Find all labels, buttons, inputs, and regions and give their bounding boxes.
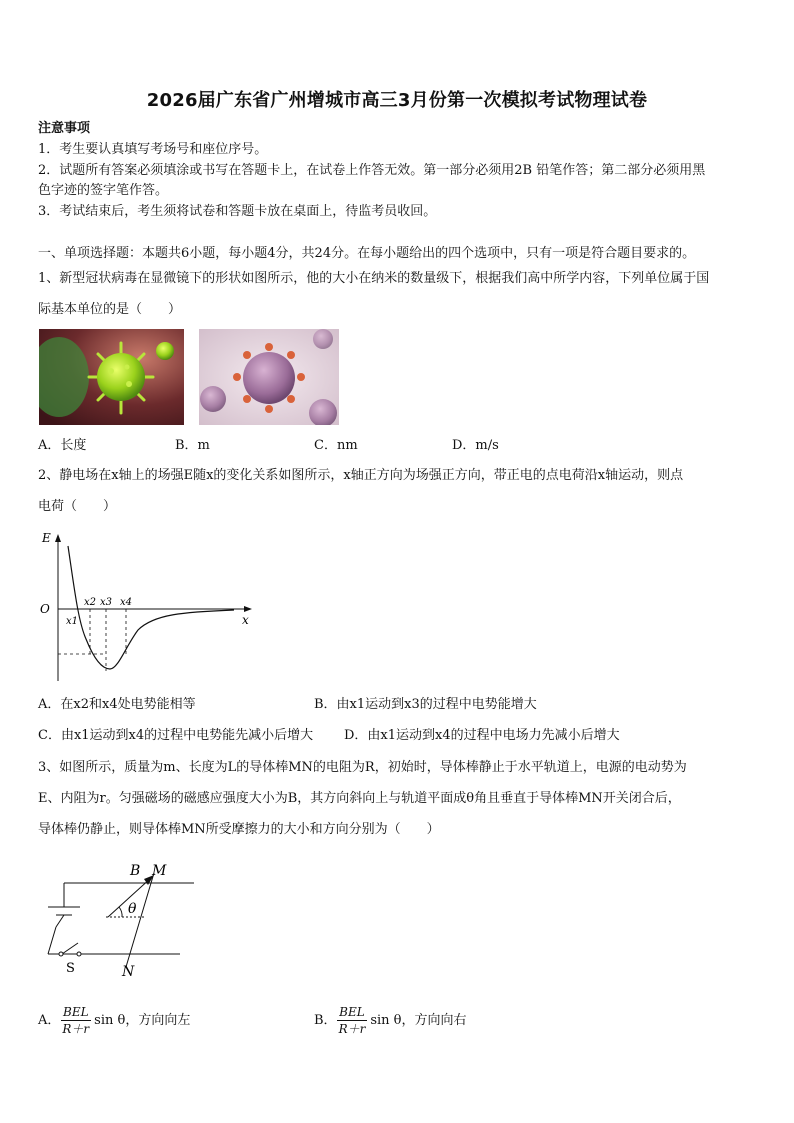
x3-label: x3: [100, 597, 113, 608]
notice-item-2-cont: 色字迹的签字笔作答。: [38, 183, 169, 198]
q3-option-a-fraction: [60, 1004, 91, 1037]
x-label: x: [242, 613, 249, 627]
q1-option-d: D．m/s: [452, 438, 499, 453]
n-label: N: [122, 964, 135, 979]
circuit-diagram: [36, 855, 204, 979]
q2-option-a: A．在x2和x4处电势能相等: [38, 697, 196, 712]
q1-text-line2: 际基本单位的是（ ）: [38, 302, 182, 317]
virus-image-1: [39, 329, 184, 425]
q1-option-b: B．m: [175, 438, 210, 453]
q2-option-c: C．由x1运动到x4的过程中电势能先减小后增大: [38, 728, 314, 743]
q3-option-b-letter: B．: [314, 1012, 337, 1028]
fraction-numerator: BEL: [339, 1005, 365, 1019]
s-label: S: [66, 961, 75, 976]
q3-text-line3: 导体棒仍静止，则导体棒MN所受摩擦力的大小和方向分别为（ ）: [38, 822, 440, 837]
notice-item-1: 1．考生要认真填写考场号和座位序号。: [38, 142, 268, 157]
origin-label: O: [40, 602, 50, 616]
q3-option-a: [38, 1004, 190, 1037]
theta-label: θ: [128, 901, 137, 917]
x2-label: x2: [84, 597, 97, 608]
q2-option-d: D．由x1运动到x4的过程中电场力先减小后增大: [344, 728, 620, 743]
q1-text-line1: 1、新型冠状病毒在显微镜下的形状如图所示，他的大小在纳米的数量级下，根据我们高中所学内容，下列单位属于国: [38, 271, 710, 286]
e-x-graph: [34, 526, 260, 686]
q3-option-b-tail: sin θ，方向向右: [370, 1012, 467, 1028]
fraction-denominator: R＋r: [338, 1022, 366, 1036]
notice-heading: 注意事项: [38, 121, 91, 136]
virus-image-2: [199, 329, 339, 425]
q3-option-a-tail: sin θ，方向向左: [94, 1012, 191, 1028]
fraction-denominator: R＋r: [62, 1022, 90, 1036]
x1-label: x1: [66, 616, 79, 627]
q3-text-line2: E、内阻为r。匀强磁场的磁感应强度大小为B，其方向斜向上与轨道平面成θ角且垂直于导体棒MN开关闭合后，: [38, 791, 681, 806]
switch-blade: [62, 943, 78, 954]
q1-option-a: A．长度: [38, 438, 87, 453]
q3-option-b-fraction: [337, 1004, 368, 1037]
q2-text-line1: 2、静电场在x轴上的场强E随x的变化关系如图所示，x轴正方向为场强正方向，带正电的点电荷沿x轴运动，则点: [38, 468, 684, 483]
q2-text-line2: 电荷（ ）: [38, 499, 117, 514]
section-heading: 一、单项选择题：本题共6小题，每小题4分，共24分。在每小题给出的四个选项中，只有一项是符合题目要求的。: [38, 246, 696, 261]
notice-item-3: 3．考试结束后，考生须将试卷和答题卡放在桌面上，待监考员收回。: [38, 204, 437, 219]
e-label: E: [42, 531, 51, 545]
page-title: 2026届广东省广州增城市高三3月份第一次模拟考试物理试卷: [146, 90, 648, 111]
q3-option-a-letter: A．: [38, 1012, 61, 1028]
x4-label: x4: [120, 597, 133, 608]
q3-option-b: [314, 1004, 467, 1037]
m-label: M: [152, 863, 167, 879]
rod-mn: [126, 873, 154, 967]
q3-text-line1: 3、如图所示，质量为m、长度为L的导体棒MN的电阻为R，初始时，导体棒静止于水平轨道上，电源的电动势为: [38, 760, 687, 775]
b-label: B: [130, 863, 141, 879]
fraction-numerator: BEL: [63, 1005, 89, 1019]
q2-option-b: B．由x1运动到x3的过程中电势能增大: [314, 697, 537, 712]
q1-option-c: C．nm: [314, 438, 358, 453]
notice-item-2: 2．试题所有答案必须填涂或书写在答题卡上，在试卷上作答无效。第一部分必须用2B 铅笔作答；第二部分必须用黑: [38, 163, 706, 178]
